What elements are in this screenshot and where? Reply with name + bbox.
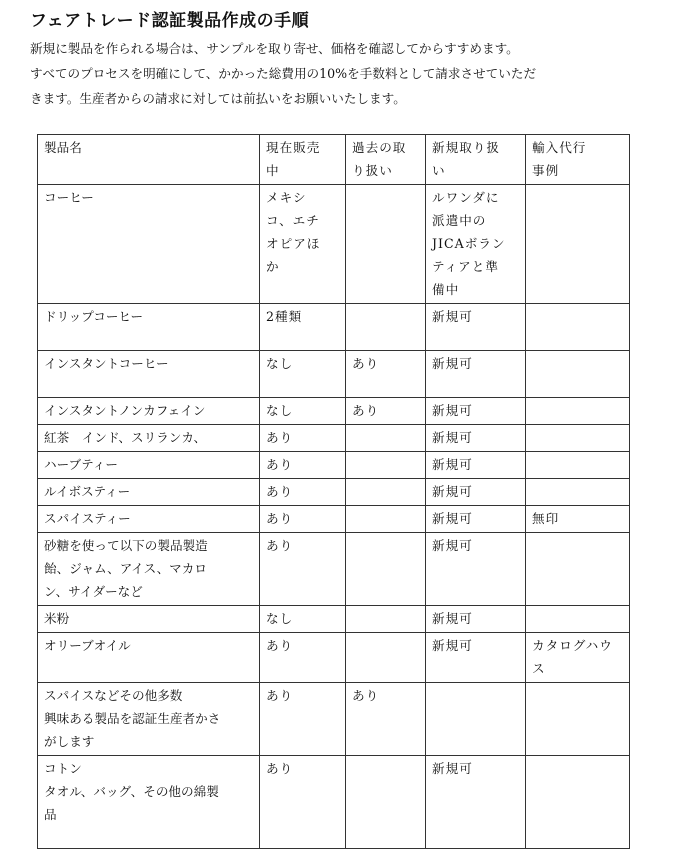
table-cell: 新規可 (426, 398, 526, 425)
table-cell (346, 479, 426, 506)
table-cell: あり (260, 479, 346, 506)
table-cell: オリーブオイル (38, 633, 260, 683)
table-header-cell: 輸入代行 事例 (526, 135, 630, 185)
intro-line: きます。生産者からの請求に対しては前払いをお願いいたします。 (30, 91, 406, 106)
table-row (38, 304, 630, 351)
table-cell (526, 398, 630, 425)
table-cell (346, 633, 426, 683)
product-table (37, 134, 630, 849)
table-row (38, 425, 630, 452)
table-cell: あり (260, 425, 346, 452)
table-cell: なし (260, 606, 346, 633)
table-cell: 新規可 (426, 633, 526, 683)
table-cell: あり (260, 633, 346, 683)
table-cell: メキシ コ、エチ オピアほ か (260, 185, 346, 304)
table-cell: 新規可 (426, 756, 526, 849)
table-cell (346, 506, 426, 533)
intro-line: 新規に製品を作られる場合は、サンプルを取り寄せ、価格を確認してからすすめます。 (30, 41, 519, 56)
table-cell (526, 533, 630, 606)
table-cell (526, 351, 630, 398)
table-row (38, 633, 630, 683)
table-cell: あり (346, 351, 426, 398)
table-row (38, 185, 630, 304)
table-cell (526, 452, 630, 479)
table-cell: ハーブティー (38, 452, 260, 479)
table-cell: ドリップコーヒー (38, 304, 260, 351)
table-cell: 紅茶 インド、スリランカ、 (38, 425, 260, 452)
table-cell: あり (346, 683, 426, 756)
table-cell (526, 425, 630, 452)
table-cell: 新規可 (426, 506, 526, 533)
table-cell: あり (260, 452, 346, 479)
table-cell (526, 304, 630, 351)
table-header-row (38, 135, 630, 185)
table-cell (526, 606, 630, 633)
intro-line: すべてのプロセスを明確にして、かかった総費用の10%を手数料として請求させていただ (30, 66, 537, 81)
table-cell (526, 479, 630, 506)
table-cell: 砂糖を使って以下の製品製造 飴、ジャム、アイス、マカロ ン、サイダーなど (38, 533, 260, 606)
table-cell: 新規可 (426, 351, 526, 398)
table-row (38, 683, 630, 756)
table-row (38, 533, 630, 606)
table-cell: あり (260, 756, 346, 849)
table-cell: コトン タオル、バッグ、その他の綿製 品 (38, 756, 260, 849)
table-cell: スパイスティー (38, 506, 260, 533)
table-header-cell: 過去の取 り扱い (346, 135, 426, 185)
table-cell: インスタントノンカフェイン (38, 398, 260, 425)
table-header-cell: 製品名 (38, 135, 260, 185)
table-cell: あり (260, 533, 346, 606)
table-row (38, 479, 630, 506)
table-header-cell: 新規取り扱 い (426, 135, 526, 185)
table-cell (346, 756, 426, 849)
table-row (38, 606, 630, 633)
table-cell (426, 683, 526, 756)
table-cell (346, 185, 426, 304)
table-row (38, 506, 630, 533)
table-cell (346, 533, 426, 606)
table-cell: 新規可 (426, 606, 526, 633)
table-cell: インスタントコーヒー (38, 351, 260, 398)
table-cell: 新規可 (426, 479, 526, 506)
table-row (38, 756, 630, 849)
table-cell: カタログハウ ス (526, 633, 630, 683)
table-cell: 新規可 (426, 425, 526, 452)
page-title: フェアトレード認証製品作成の手順 (30, 11, 310, 31)
table-cell (346, 452, 426, 479)
table-cell: 新規可 (426, 304, 526, 351)
table-cell: コーヒー (38, 185, 260, 304)
table-cell: あり (260, 506, 346, 533)
table-cell: あり (260, 683, 346, 756)
table-cell: 米粉 (38, 606, 260, 633)
table-cell: ルワンダに 派遣中の JICAボラン ティアと準 備中 (426, 185, 526, 304)
intro-paragraph (30, 36, 670, 111)
table-cell: 新規可 (426, 452, 526, 479)
table-cell: なし (260, 351, 346, 398)
table-row (38, 452, 630, 479)
table-cell (526, 185, 630, 304)
table-header-cell: 現在販売 中 (260, 135, 346, 185)
table-cell (346, 425, 426, 452)
table-cell: 無印 (526, 506, 630, 533)
table-cell (346, 606, 426, 633)
table-cell: あり (346, 398, 426, 425)
table-cell (526, 683, 630, 756)
table-cell: なし (260, 398, 346, 425)
table-cell: ルイボスティー (38, 479, 260, 506)
table-cell (526, 756, 630, 849)
table-cell: 新規可 (426, 533, 526, 606)
table-row (38, 351, 630, 398)
table-cell: 2種類 (260, 304, 346, 351)
table-cell: スパイスなどその他多数 興味ある製品を認証生産者かさ がします (38, 683, 260, 756)
table-cell (346, 304, 426, 351)
table-row (38, 398, 630, 425)
